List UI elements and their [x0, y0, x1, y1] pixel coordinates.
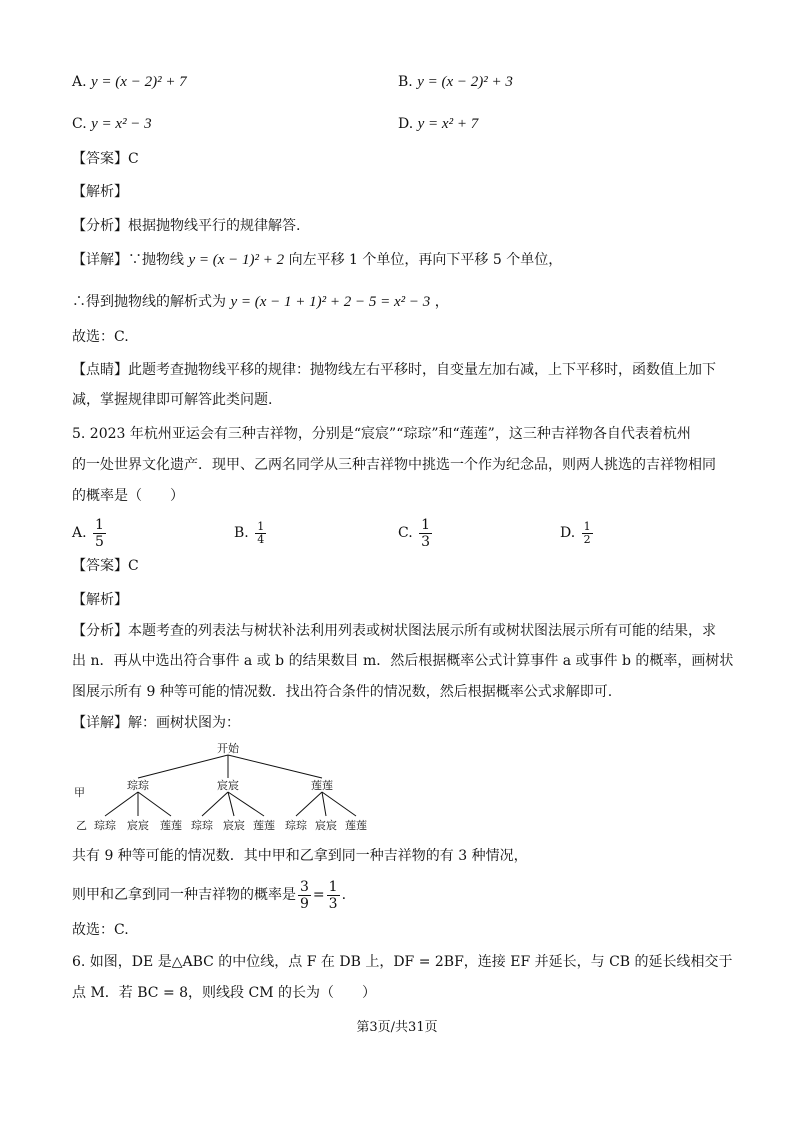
q4-option-c-expr: y = x² − 3: [91, 116, 152, 132]
tree-leaf: 宸宸: [315, 819, 337, 832]
page-footer: 第3页/共31页: [356, 1020, 438, 1035]
q4-option-d-expr: y = x² + 7: [417, 116, 479, 132]
q5-option-c-fraction: $\frac{1}{3}$: [421, 516, 431, 550]
q5-fenxi-line-3: 图展示所有 9 种等可能的情况数．找出符合条件的情况数，然后根据概率公式求解即可.: [72, 684, 613, 700]
q4-option-d: D. y = x² + 7: [398, 116, 479, 132]
q5-stem-line-1: 5. 2023 年杭州亚运会有三种吉祥物，分别是“宸宸”“琮琮”和“莲莲”，这三种吉祥物各自代表着杭州: [72, 426, 691, 442]
q5-fenxi-line-2: 出 n．再从中选出符合事件 a 或 b 的结果数目 m．然后根据概率公式计算事件 a 或事件 b 的概率，画树状: [72, 653, 734, 669]
q4-therefore: ∴得到抛物线的解析式为 y = (x − 1 + 1)² + 2 − 5 = x² − 3 ，: [72, 294, 449, 310]
tree-branch: 琮琮: [127, 779, 149, 792]
q5-option-b-fraction: $\frac{1}{4}$: [257, 519, 265, 546]
q5-probability-line: 则甲和乙拿到同一种吉祥物的概率是 $\frac{3}{9}$ = $\frac{1}{3}$ .: [72, 878, 347, 912]
q5-option-a-fraction: $\frac{1}{5}$: [95, 516, 104, 550]
q5-total-line: 共有 9 种等可能的情况数．其中甲和乙拿到同一种吉祥物的有 3 种情况，: [72, 848, 528, 864]
q6-stem-line-1: 6. 如图，DE 是△ABC 的中位线，点 F 在 DB 上，DF = 2BF，连接 EF 并延长，与 CB 的延长线相交于: [72, 954, 733, 970]
tree-leaf: 莲莲: [345, 819, 367, 832]
tree-root: 开始: [217, 742, 239, 755]
q5-stem-line-2: 的一处世界文化遗产．现甲、乙两名同学从三种吉祥物中挑选一个作为纪念品，则两人挑选的吉祥物相同: [72, 457, 716, 473]
q4-analysis-heading: 【解析】: [72, 184, 128, 200]
tree-branch: 宸宸: [217, 779, 239, 792]
q4-option-a: A. y = (x − 2)² + 7: [72, 74, 187, 90]
q4-dianjing-line-1: 【点睛】此题考查抛物线平移的规律：抛物线左右平移时，自变量左加右减，上下平移时，函数值上加下: [72, 362, 716, 378]
tree-level-1-label: 甲: [74, 786, 85, 799]
q4-guxuan: 故选：C.: [72, 329, 129, 345]
tree-leaf: 琮琮: [94, 819, 116, 832]
q5-option-a: A. $\frac{1}{5}$: [72, 516, 104, 550]
q6-stem-line-2: 点 M．若 BC = 8，则线段 CM 的长为（ ）: [72, 985, 376, 1001]
tree-branch: 莲莲: [311, 779, 333, 792]
q4-xiangjie-expr: y = (x − 1)² + 2: [188, 252, 285, 268]
tree-diagram: [60, 740, 390, 836]
q5-probability-fraction-1: $\frac{3}{9}$: [300, 878, 309, 912]
q5-fenxi-line-1: 【分析】本题考查的列表法与树状补法利用列表或树状图法展示所有或树状图法展示所有可能的结果，求: [72, 623, 716, 639]
q5-answer: 【答案】C: [72, 558, 139, 574]
tree-leaf: 宸宸: [223, 819, 245, 832]
q5-option-b: B. $\frac{1}{4}$: [234, 519, 265, 546]
q4-option-b: B. y = (x − 2)² + 3: [398, 74, 513, 90]
q4-dianjing-line-2: 减，掌握规律即可解答此类问题.: [72, 392, 273, 408]
q4-answer: 【答案】C: [72, 151, 139, 167]
q4-xiangjie: 【详解】∵抛物线 y = (x − 1)² + 2 向左平移 1 个单位，再向下平移 5 个单位，: [72, 252, 563, 268]
q4-fenxi: 【分析】根据抛物线平行的规律解答.: [72, 218, 301, 234]
q4-option-a-expr: y = (x − 2)² + 7: [91, 74, 187, 90]
tree-leaf: 琮琮: [191, 819, 213, 832]
q5-option-d-fraction: $\frac{1}{2}$: [583, 519, 591, 546]
q4-therefore-expr: y = (x − 1 + 1)² + 2 − 5 = x² − 3: [230, 294, 431, 310]
q5-probability-fraction-2: $\frac{1}{3}$: [328, 878, 338, 912]
q5-guxuan: 故选：C.: [72, 922, 129, 938]
q5-option-d: D. $\frac{1}{2}$: [560, 519, 591, 546]
q5-stem-line-3: 的概率是（ ）: [72, 488, 184, 504]
tree-level-2-label: 乙: [76, 819, 87, 832]
q4-option-b-expr: y = (x − 2)² + 3: [417, 74, 513, 90]
tree-leaf: 莲莲: [160, 819, 182, 832]
q5-xiangjie: 【详解】解：画树状图为：: [72, 715, 240, 731]
tree-leaf: 宸宸: [127, 819, 149, 832]
q5-analysis-heading: 【解析】: [72, 592, 128, 608]
q4-option-c: C. y = x² − 3: [72, 116, 152, 132]
tree-leaf: 琮琮: [285, 819, 307, 832]
tree-leaf: 莲莲: [253, 819, 275, 832]
q5-option-c: C. $\frac{1}{3}$: [398, 516, 431, 550]
